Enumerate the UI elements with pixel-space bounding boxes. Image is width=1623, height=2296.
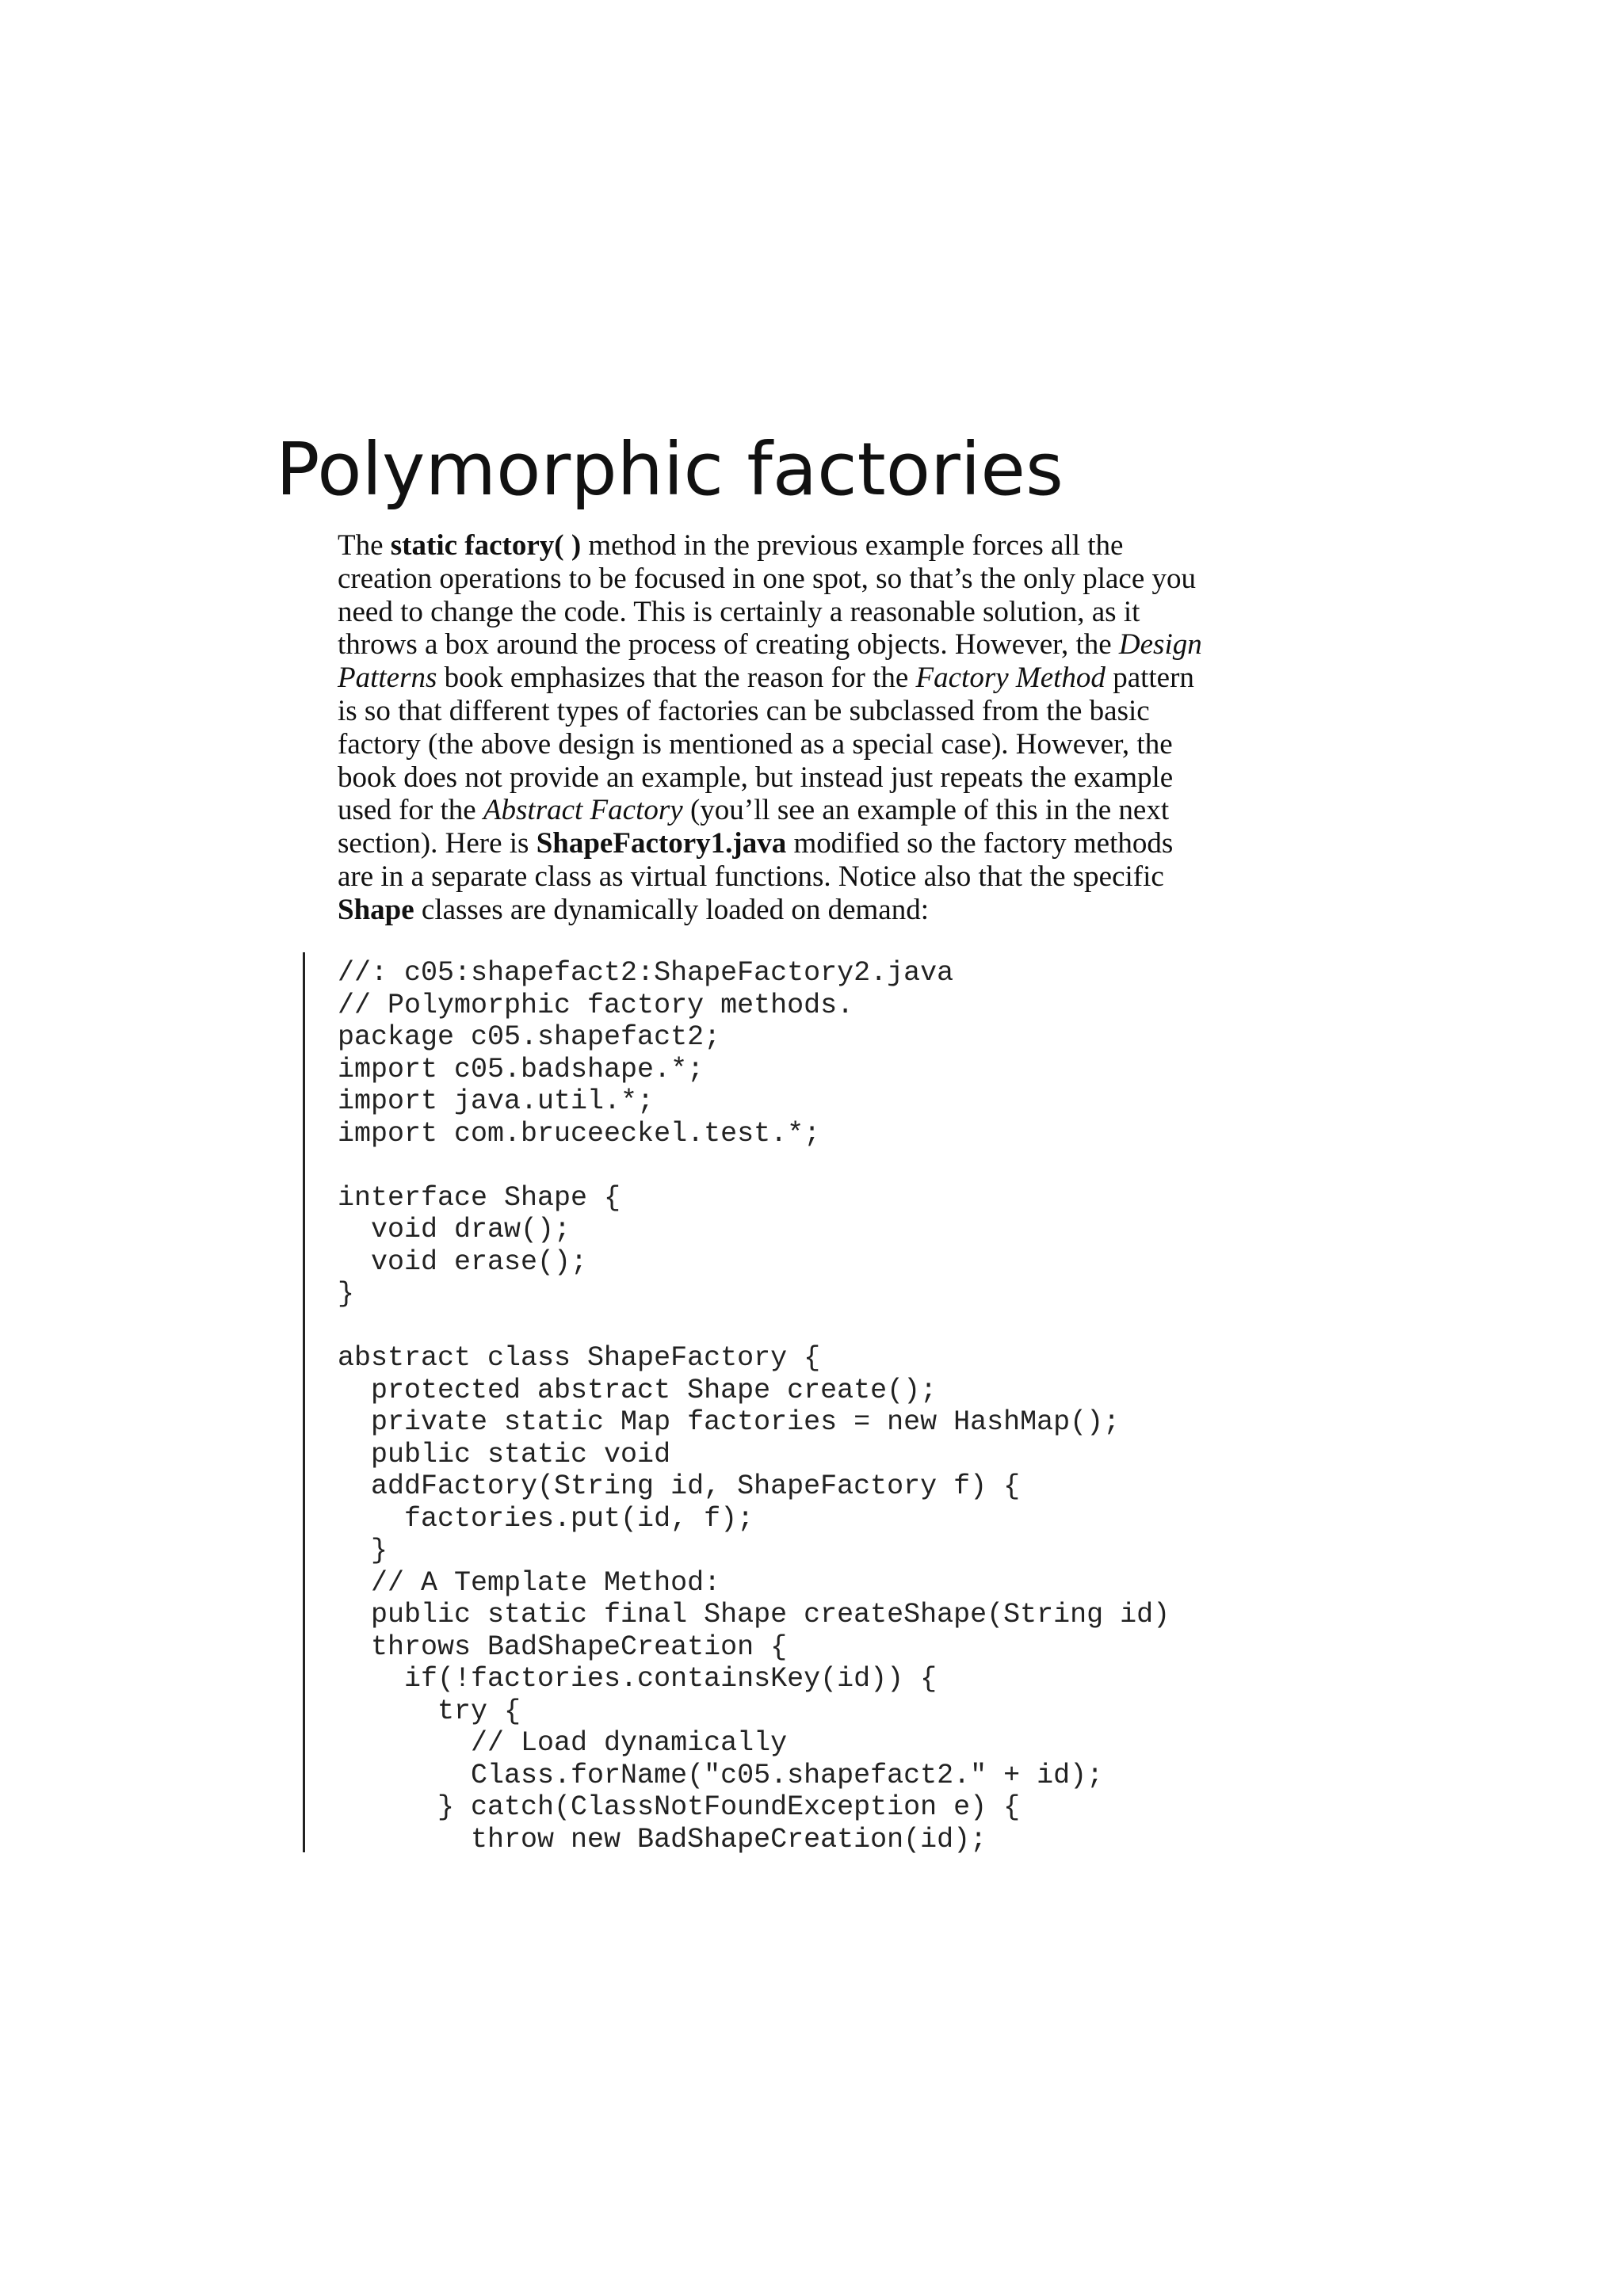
paragraph-text: pattern is so that different types of factories can be subclassed from the basic factory (the above design is mentioned as a special case). However, the book does not provide an example, but instead just repeats the example used for the <box>338 662 1194 827</box>
paragraph-text: classes are dynamically loaded on demand: <box>414 893 929 926</box>
code-listing <box>338 957 1170 1855</box>
page-title: Polymorphic factories <box>276 427 1064 512</box>
code-line: void erase(); <box>338 1245 588 1278</box>
code-line: Class.forName("c05.shapefact2." + id); <box>338 1759 1104 1791</box>
paragraph-text: The <box>338 529 391 562</box>
italic-term: Factory Method <box>915 662 1106 695</box>
code-line: } <box>338 1535 388 1566</box>
code-line: import java.util.*; <box>338 1085 655 1117</box>
code-margin-rule <box>303 952 305 1852</box>
code-line: try { <box>338 1695 521 1727</box>
code-line: addFactory(String id, ShapeFactory f) { <box>338 1470 1021 1502</box>
body-paragraph <box>338 529 1320 927</box>
code-line: import com.bruceeckel.test.*; <box>338 1117 821 1150</box>
code-line: // Load dynamically <box>338 1727 788 1759</box>
paragraph-text: book emphasizes that the reason for the <box>437 662 916 695</box>
code-line: } <box>338 1278 355 1310</box>
paragraph-text: method in the previous example forces all the creation operations to be focused in one spot, so that’s the only place you need to change the code. This is certainly a reasonable solution, as it throws a box around the process of creating objects. However, the <box>338 529 1197 662</box>
code-line <box>338 1150 1170 1182</box>
code-line: package c05.shapefact2; <box>338 1021 721 1053</box>
code-line: } catch(ClassNotFoundException e) { <box>338 1791 1021 1823</box>
code-line: protected abstract Shape create(); <box>338 1374 938 1406</box>
code-line: public static void <box>338 1438 671 1470</box>
code-line: void draw(); <box>338 1214 571 1245</box>
code-line: throw new BadShapeCreation(id); <box>338 1823 987 1855</box>
code-line: interface Shape { <box>338 1181 621 1214</box>
code-line: // Polymorphic factory methods. <box>338 989 854 1021</box>
code-line: //: c05:shapefact2:ShapeFactory2.java <box>338 957 954 989</box>
code-line: throws BadShapeCreation { <box>338 1630 788 1663</box>
italic-term: Abstract Factory <box>483 794 683 827</box>
bold-term: ShapeFactory1.java <box>536 827 787 860</box>
italic-term: Design Patterns <box>338 628 1202 695</box>
code-line: abstract class ShapeFactory { <box>338 1342 821 1374</box>
code-line: import c05.badshape.*; <box>338 1053 705 1085</box>
paragraph-text: (you’ll see an example of this in the next section). Here is <box>338 794 1170 860</box>
code-line <box>338 1310 1170 1343</box>
paragraph-text: modified so the factory methods are in a separate class as virtual functions. Notice also that the specific <box>338 827 1174 893</box>
code-line: if(!factories.containsKey(id)) { <box>338 1663 938 1695</box>
bold-term: static factory( ) <box>390 529 582 562</box>
code-line: factories.put(id, f); <box>338 1502 754 1535</box>
code-line: // A Template Method: <box>338 1566 721 1599</box>
code-line: private static Map factories = new HashMap(); <box>338 1406 1121 1438</box>
bold-term: Shape <box>338 893 414 926</box>
code-line: public static final Shape createShape(String id) <box>338 1599 1170 1630</box>
